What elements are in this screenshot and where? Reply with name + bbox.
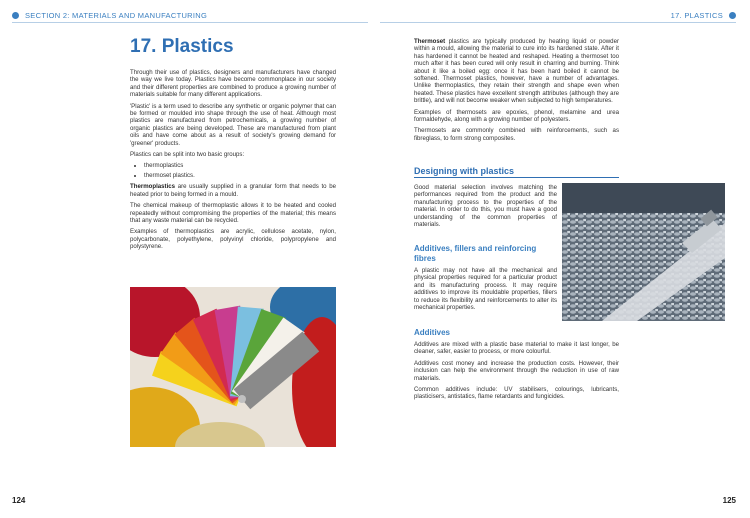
paragraph: Common additives include: UV stabilisers, colourings, lubricants, plasticisers, antistatics, flame retardants and fungicides. (414, 386, 619, 401)
paragraph: Plastics can be split into two basic groups: (130, 151, 245, 159)
designing-text (414, 184, 557, 232)
additives-text (414, 341, 619, 405)
page-title: 17. Plastics (130, 36, 234, 57)
header-rule (380, 22, 736, 23)
plastic-samples-photo (130, 287, 336, 447)
chapter-label: 17. PLASTICS (670, 10, 723, 20)
section-label: SECTION 2: MATERIALS AND MANUFACTURING (25, 10, 208, 20)
plastic-groups-list (130, 162, 336, 179)
term-bold: Thermoplastics (130, 183, 176, 191)
page-number: 124 (12, 496, 26, 505)
list-item: • thermoplastics (144, 162, 336, 169)
running-header-right (671, 8, 736, 22)
paragraph: Examples of thermosets are epoxies, phenol, melamine and urea formaldehyde, along with a growing number of polyesters. (414, 108, 619, 124)
bullet-dot-icon (729, 12, 736, 19)
bullet-dot-icon (12, 12, 19, 19)
thermoset-text (414, 38, 619, 146)
paragraph: Examples of thermoplastics are acrylic, cellulose acetate, nylon, polycarbonate, polyethylene, polyvinyl chloride, polypropylene and polystyrene. (130, 228, 336, 251)
paragraph: Thermoplastics are usually supplied in a granular form that needs to be heated prior to being formed in a mould. (130, 183, 336, 198)
granules-usb-photo (562, 183, 725, 321)
paragraph: Good material selection involves matching the performances required from the product and the manufacturing process to the properties of the material. In order to do this, you must have a good understanding of the common properties of materials. (414, 184, 557, 229)
page-number: 125 (722, 496, 736, 505)
paragraph: 'Plastic' is a term used to describe any synthetic or organic polymer that can be formed or moulded into shape through the use of heat. Although most plastics are manufactured from petrochemicals, a growing number of organic plastics are being developed. These are manufactured from plant oils and have come about as a result of society's growing demand for 'greener' products. (130, 102, 336, 147)
paragraph: Thermoset plastics are typically produced by heating liquid or powder within a mould, allowing the material to cure into its hardened state. After it has hardened it cannot be heated and reshaped. Heating a thermoset too much after it has been cured will only result in charring and burning. Think about it like a boiled egg: once it has been hard boiled it cannot be softened. Thermoset plastics, however, have a number of advantages. Unlike thermoplastics, they retain their strength and shape even when heated. These plastics have excellent strength attributes (although they are brittle), and will not become weaker when subjected to high temperatures. (414, 38, 619, 105)
section-heading-additives-fillers: Additives, fillers and reinforcing fibres (414, 244, 537, 263)
section-heading-additives: Additives (414, 328, 451, 337)
list-item: • thermoset plastics. (144, 172, 336, 179)
header-rule (12, 22, 368, 23)
paragraph: Additives cost money and increase the production costs. However, their inclusion can help the environment through the reduction in use of raw materials. (414, 359, 619, 382)
additives-fillers-text (414, 267, 557, 315)
paragraph: Thermosets are commonly combined with reinforcements, such as fibreglass, to form strong composites. (414, 127, 619, 142)
heading-rule (414, 177, 619, 178)
section-heading-designing: Designing with plastics (414, 166, 515, 176)
paragraph: The chemical makeup of thermoplastic allows it to be heated and cooled repeatedly without compromising the properties of the material; this means that any waste material can be recycled. (130, 202, 336, 224)
paragraph: Through their use of plastics, designers and manufacturers have changed the way we live today. Plastics have become commonplace in our society and their different properties are combined to produce a growing number of materials suitable for many different applications. (130, 69, 336, 99)
paragraph: A plastic may not have all the mechanical and physical properties required for a particular product and its manufacturing process. It may require additives to improve its mouldable properties, fillers to reduce its flexibility and reinforcements to alter its mechanical properties. (414, 267, 557, 312)
term-bold: Thermoset (414, 38, 446, 45)
running-header-left (12, 8, 207, 22)
paragraph: Additives are mixed with a plastic base material to make it last longer, be cleaner, safer, easier to process, or more colourful. (414, 341, 619, 356)
intro-text (130, 69, 336, 255)
